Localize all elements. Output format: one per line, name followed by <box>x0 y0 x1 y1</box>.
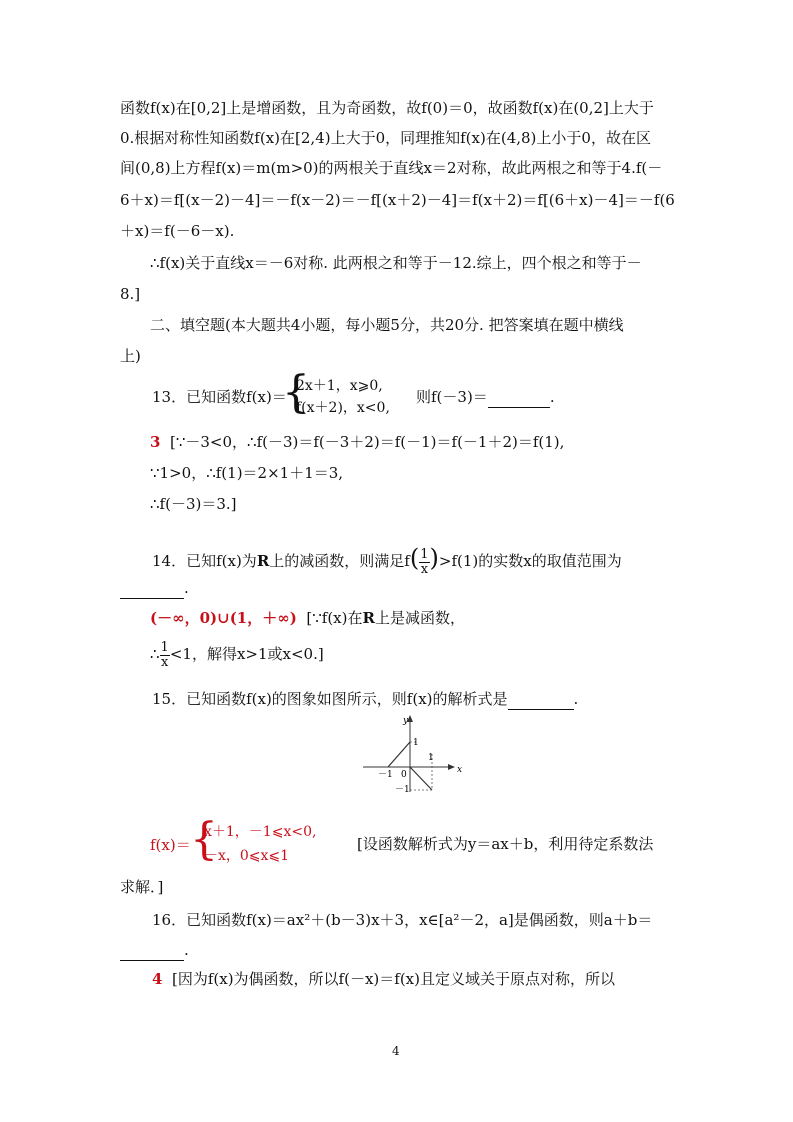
right-bracket: ) <box>429 544 439 572</box>
q14-answer: (－∞，0)∪(1，＋∞) <box>150 609 297 627</box>
text-line: 8.] <box>120 285 141 303</box>
q14-sol-fraction <box>160 641 170 670</box>
q14-line <box>152 543 622 577</box>
text-line: ∴f(x)关于直线x＝－6对称. 此两根之和等于－12.综上，四个根之和等于－ <box>150 254 642 272</box>
tick-label: －1 <box>395 785 410 794</box>
q14-mid: 上的减函数，则满足f <box>269 552 410 570</box>
y-axis-label: y <box>403 716 409 726</box>
fraction-numerator: 1 <box>420 546 429 562</box>
fraction-numerator: 1 <box>160 639 169 655</box>
q15-prefix: 15．已知函数f(x)的图象如图所示，则f(x)的解析式是 <box>152 690 508 708</box>
left-brace: { <box>282 367 310 418</box>
q13-suffix-text: 则f(－3)＝ <box>416 388 488 406</box>
graph-segment-right <box>410 767 432 790</box>
fraction-denominator: x <box>161 654 169 670</box>
q13-answer: 3 <box>150 433 161 451</box>
q16-blank-line <box>120 940 189 961</box>
graph-segment-left <box>388 742 410 767</box>
text-line: 6＋x)＝f[(x－2)－4]＝－f(x－2)＝－f[(x＋2)－4]＝f(x＋2)＝f[(6＋x)－4]＝－f(6 <box>120 191 675 209</box>
q16-end: . <box>184 941 189 959</box>
q13-end: . <box>549 388 555 406</box>
q15-question <box>152 689 578 710</box>
x-axis-arrow <box>448 764 455 770</box>
q13-sol1: [∵－3<0，∴f(－3)＝f(－3＋2)＝f(－1)＝f(－1＋2)＝f(1), <box>169 433 565 451</box>
q15-end: . <box>573 690 579 708</box>
left-bracket: ( <box>409 544 420 572</box>
fraction-denominator: x <box>420 561 429 577</box>
q15-answer-case1: x＋1，－1⩽x<0, <box>204 824 317 840</box>
q14-solution-1 <box>150 608 465 628</box>
q13-suffix <box>416 387 555 408</box>
q15-sol2: 求解．] <box>120 878 164 896</box>
text-line: ＋x)＝f(－6－x). <box>120 222 235 240</box>
text-line: 0.根据对称性知函数f(x)在[2,4)上大于0，同理推知f(x)在(4,8)上小于0，故在区 <box>120 129 651 147</box>
q14-sol1-r: R <box>362 609 375 627</box>
section-heading-cont: 上) <box>120 347 141 365</box>
origin-label: 0 <box>401 770 407 780</box>
q15-sol1: [设函数解析式为y＝ax＋b，利用待定系数法 <box>357 835 654 853</box>
section-heading: 二、填空题(本大题共4小题，每小题5分，共20分. 把答案填在题中横线 <box>150 316 624 334</box>
q15-answer-case2: －x，0⩽x⩽1 <box>204 848 290 864</box>
q16-line1: 16．已知函数f(x)＝ax²＋(b－3)x＋3，x∈[a²－2，a]是偶函数，则a＋b＝ <box>152 911 653 929</box>
q14-fraction <box>419 548 429 577</box>
tick-label: 1 <box>428 753 434 763</box>
q14-end: . <box>184 579 189 597</box>
left-brace: { <box>190 814 218 865</box>
q13-solution-1 <box>150 432 564 452</box>
text-line: 间(0,8)上方程f(x)＝m(m>0)的两根关于直线x＝2对称，故此两根之和等于4.f(－ <box>120 159 663 177</box>
q14-sol1-b: 上是减函数， <box>374 609 465 627</box>
q14-prefix: 14．已知f(x)为 <box>152 552 257 570</box>
q16-solution <box>152 969 615 989</box>
q13-case1: 2x＋1，x⩾0, <box>296 378 383 394</box>
q14-sol1-a: [∵f(x)在 <box>306 609 363 627</box>
answer-blank <box>508 689 574 710</box>
answer-blank <box>488 387 550 408</box>
function-graph <box>363 712 463 794</box>
q16-answer: 4 <box>152 970 163 988</box>
answer-blank <box>120 578 184 599</box>
page-number: 4 <box>392 1044 400 1058</box>
q15-answer-prefix: f(x)＝ <box>150 836 191 854</box>
tick-label: 1 <box>413 738 419 748</box>
q13-case2: f(x＋2)，x<0, <box>296 400 390 416</box>
tick-label: －1 <box>378 770 393 780</box>
q14-rest: >f(1)的实数x的取值范围为 <box>438 552 622 570</box>
q14-blank-line <box>120 578 189 599</box>
q14-sol2-b: <1，解得x>1或x<0.] <box>169 645 324 663</box>
q16-sol1: [因为f(x)为偶函数，所以f(－x)＝f(x)且定义域关于原点对称，所以 <box>171 970 615 988</box>
answer-blank <box>120 940 184 961</box>
q13-sol3: ∴f(－3)＝3.] <box>150 495 237 513</box>
q14-bold-r: R <box>256 552 270 570</box>
q14-solution-2 <box>150 638 324 670</box>
x-axis-label: x <box>457 765 463 775</box>
text-line: 函数f(x)在[0,2]上是增函数，且为奇函数，故f(0)＝0，故函数f(x)在(0,2]上大于 <box>120 99 654 117</box>
q13-prefix: 13．已知函数f(x)＝ <box>152 388 287 406</box>
q13-sol2: ∵1>0，∴f(1)＝2×1＋1＝3, <box>150 464 344 482</box>
q14-sol2-a: ∴ <box>150 645 160 663</box>
